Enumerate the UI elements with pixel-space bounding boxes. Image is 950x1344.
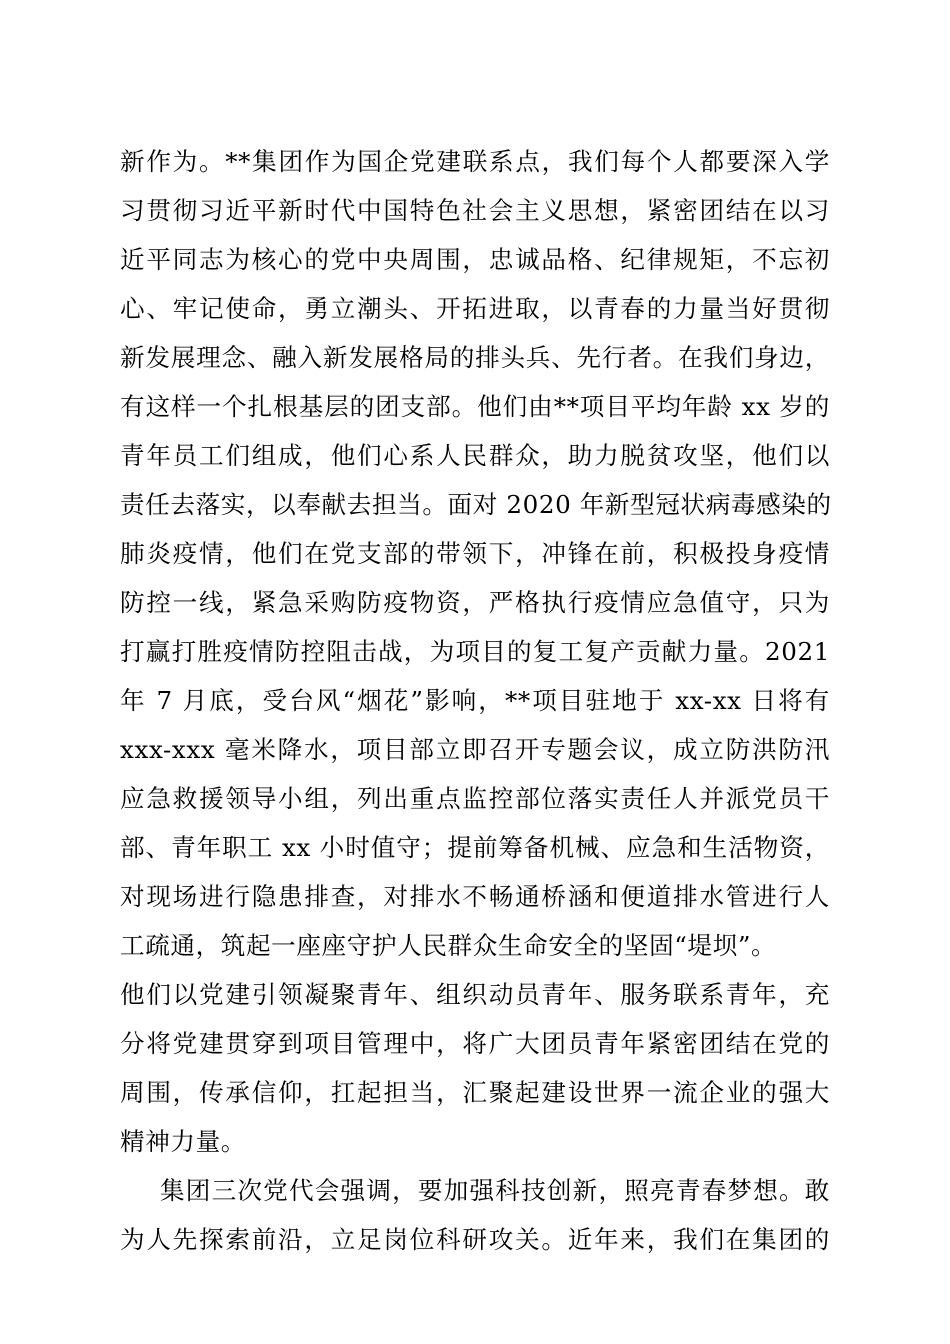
text-line: 对现场进行隐患排查，对排水不畅通桥涵和便道排水管进行人 bbox=[120, 882, 830, 911]
text-line: 年 7 月底，受台风“烟花”影响，**项目驻地于 xx-xx 日将有 bbox=[120, 686, 830, 715]
text-line: xxx-xxx 毫米降水，项目部立即召开专题会议，成立防洪防汛 bbox=[120, 735, 830, 764]
paragraph-1 bbox=[120, 137, 830, 1166]
text-line: 周围，传承信仰，扛起担当，汇聚起建设世界一流企业的强大 bbox=[120, 1078, 830, 1107]
body-text bbox=[120, 137, 830, 1264]
text-line: 防控一线，紧急采购防疫物资，严格执行疫情应急值守，只为 bbox=[120, 588, 830, 617]
text-line: 心、牢记使命，勇立潮头、开拓进取，以青春的力量当好贯彻 bbox=[120, 294, 830, 323]
text-line: 应急救援领导小组，列出重点监控部位落实责任人并派党员干 bbox=[120, 784, 830, 813]
text-line: 习贯彻习近平新时代中国特色社会主义思想，紧密团结在以习 bbox=[120, 196, 830, 225]
text-line: 精神力量。 bbox=[120, 1127, 246, 1156]
text-line: 责任去落实，以奉献去担当。面对 2020 年新型冠状病毒感染的 bbox=[120, 490, 832, 519]
text-line: 近平同志为核心的党中央周围，忠诚品格、纪律规矩，不忘初 bbox=[120, 245, 830, 274]
paragraph-2 bbox=[120, 1166, 830, 1264]
text-line: 新作为。**集团作为国企党建联系点，我们每个人都要深入学 bbox=[120, 147, 830, 176]
text-line: 有这样一个扎根基层的团支部。他们由**项目平均年龄 xx 岁的 bbox=[120, 392, 830, 421]
text-line: 他们以党建引领凝聚青年、组织动员青年、服务联系青年，充 bbox=[120, 980, 830, 1009]
text-line: 为人先探索前沿，立足岗位科研攻关。近年来，我们在集团的 bbox=[120, 1225, 830, 1254]
text-line: 打赢打胜疫情防控阻击战，为项目的复工复产贡献力量。2021 bbox=[120, 637, 830, 666]
text-line: 部、青年职工 xx 小时值守；提前筹备机械、应急和生活物资， bbox=[120, 833, 830, 862]
text-line: 集团三次党代会强调，要加强科技创新，照亮青春梦想。敢 bbox=[160, 1176, 830, 1205]
text-line: 新发展理念、融入新发展格局的排头兵、先行者。在我们身边， bbox=[120, 343, 830, 372]
text-line: 分将党建贯穿到项目管理中，将广大团员青年紧密团结在党的 bbox=[120, 1029, 830, 1058]
text-line: 肺炎疫情，他们在党支部的带领下，冲锋在前，积极投身疫情 bbox=[120, 539, 830, 568]
text-line: 青年员工们组成，他们心系人民群众，助力脱贫攻坚，他们以 bbox=[120, 441, 830, 470]
text-line: 工疏通，筑起一座座守护人民群众生命安全的坚固“堤坝”。 bbox=[120, 931, 777, 960]
